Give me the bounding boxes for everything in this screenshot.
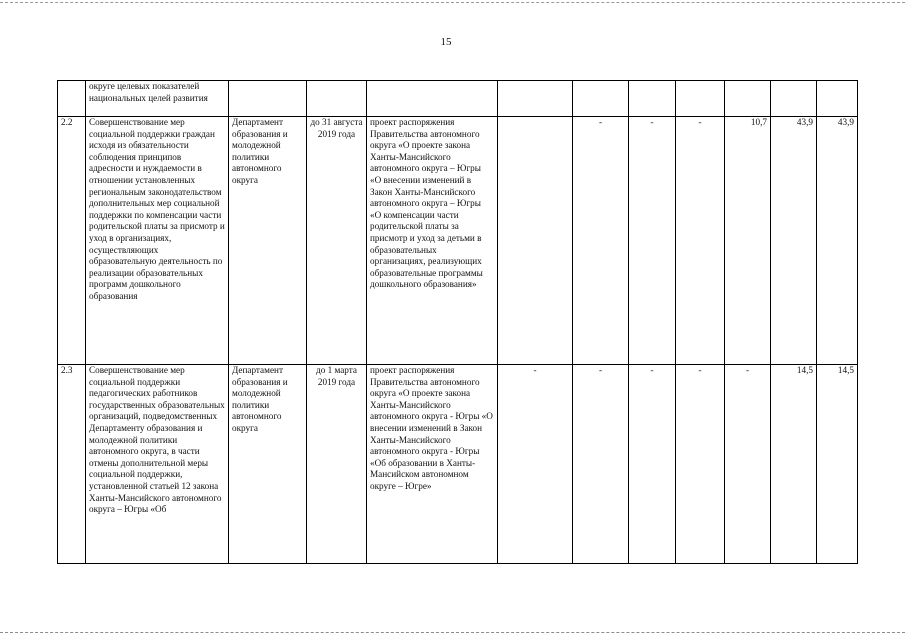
- cell-document: проект распоряжения Правительства автономного округа «О проекте закона Ханты-Мансийского автономного округа - Югры «О внесении изменений в Закон Ханты-Мансийского автономного округа - Югры «Об образовании в Ханты-Мансийском автономном округе – Югре»: [367, 365, 498, 564]
- cell-id: 2.3: [58, 365, 86, 564]
- cell-id: 2.2: [58, 117, 86, 365]
- cell-value-6: 43,9: [771, 117, 817, 365]
- cell-value: [676, 81, 725, 117]
- cell-value-1: [498, 117, 573, 365]
- cell-name: округе целевых показателей национальных целей развития: [86, 81, 229, 117]
- cell-responsible: [229, 81, 307, 117]
- cell-document: проект распоряжения Правительства автономного округа «О проекте закона Ханты-Мансийского автономного округа – Югры «О внесении изменений в Закон Ханты-Мансийского автономного округа – Югры «О компенсации части родительской платы за присмотр и уход за детьми в образовательных организациях, реализующих образовательные программы дошкольного образования»: [367, 117, 498, 365]
- cell-value-7: 43,9: [817, 117, 858, 365]
- cell-value: [498, 81, 573, 117]
- cell-value-6: 14,5: [771, 365, 817, 564]
- cell-value: [629, 81, 676, 117]
- scan-edge-top: [0, 2, 905, 3]
- cell-responsible: Департамент образования и молодежной политики автономного округа: [229, 117, 307, 365]
- cell-id: [58, 81, 86, 117]
- table-row-2-2: [58, 117, 858, 365]
- page-number: 15: [440, 36, 452, 48]
- table-row-continuation: [58, 81, 858, 117]
- cell-name: Совершенствование мер социальной поддержки педагогических работников государственных образовательных организаций, подведомственных Департаменту образования и молодежной политики автономного округа, в части отмены дополнительной меры социальной поддержки, установленной статьей 12 закона Ханты-Мансийского автономного округа – Югры «Об: [86, 365, 229, 564]
- cell-document: [367, 81, 498, 117]
- cell-deadline: до 1 марта 2019 года: [307, 365, 367, 564]
- cell-value-5: 10,7: [725, 117, 771, 365]
- cell-value-2: -: [573, 117, 629, 365]
- cell-value: [771, 81, 817, 117]
- cell-value-7: 14,5: [817, 365, 858, 564]
- measures-table: [57, 80, 858, 564]
- cell-value-1: -: [498, 365, 573, 564]
- cell-value-2: -: [573, 365, 629, 564]
- cell-value: [817, 81, 858, 117]
- cell-deadline: до 31 августа 2019 года: [307, 117, 367, 365]
- cell-value: [573, 81, 629, 117]
- cell-value-3: -: [629, 117, 676, 365]
- cell-responsible: Департамент образования и молодежной политики автономного округа: [229, 365, 307, 564]
- table-row-2-3: [58, 365, 858, 564]
- cell-value-3: -: [629, 365, 676, 564]
- cell-value-4: -: [676, 365, 725, 564]
- cell-deadline: [307, 81, 367, 117]
- scan-edge-bottom: [0, 632, 905, 633]
- cell-name: Совершенствование мер социальной поддержки граждан исходя из обязательности соблюдения принципов адресности и нуждаемости в отношении установленных региональным законодательством дополнительных мер социальной поддержки по компенсации части родительской платы за присмотр и уход в организациях, осуществляющих образовательную деятельность по реализации образовательных программ дошкольного образования: [86, 117, 229, 365]
- cell-value: [725, 81, 771, 117]
- cell-value-4: -: [676, 117, 725, 365]
- cell-value-5: -: [725, 365, 771, 564]
